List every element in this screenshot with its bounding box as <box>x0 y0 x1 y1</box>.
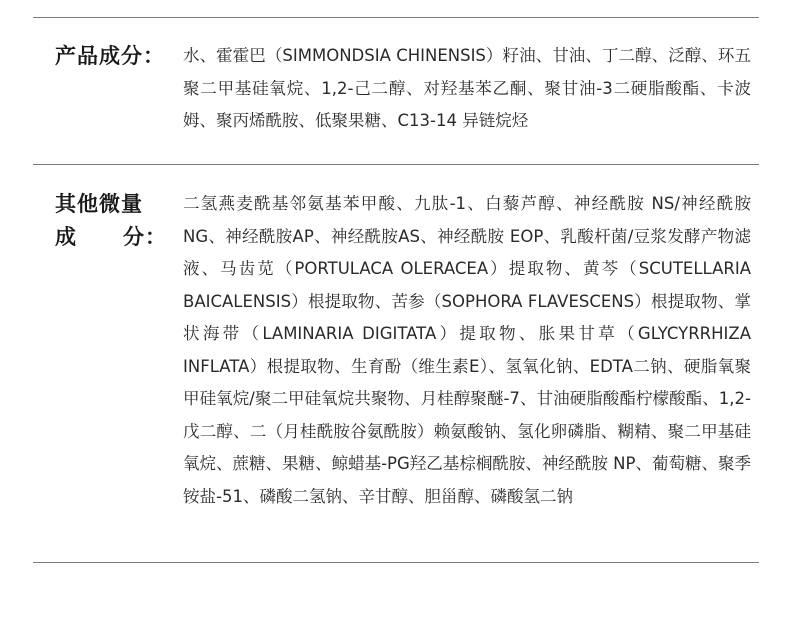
product-ingredients-text: 水、霍霍巴（SIMMONDSIA CHINENSIS）籽油、甘油、丁二醇、泛醇、环五聚二甲基硅氧烷、1,2-己二醇、对羟基苯乙酮、聚甘油-3二硬脂酸酯、卡波姆、聚丙烯酰胺、低聚果糖、C13-14 异链烷烃 <box>183 46 751 130</box>
middle-divider <box>33 164 759 165</box>
top-divider <box>33 17 759 18</box>
trace-ingredients-label <box>55 188 167 253</box>
product-ingredients-label-text: 产品成分： <box>55 44 165 68</box>
product-ingredients-label <box>55 40 165 73</box>
trace-ingredients-label-line2-a: 成 <box>55 224 77 249</box>
trace-ingredients-text: 二氢燕麦酰基邻氨基苯甲酸、九肽-1、白藜芦醇、神经酰胺 NS/神经酰胺NG、神经酰胺AP、神经酰胺AS、神经酰胺 EOP、乳酸杆菌/豆浆发酵产物滤液、马齿苋（PORTULACA OLERACEA）提取物、黄芩（SCUTELLARIA BAICALENSIS）根提取物、苦参（SOPHORA FLAVESCENS）根提取物、掌状海带（LAMINARIA DIGITATA）提取物、胀果甘草（GLYCYRRHIZA INFLATA）根提取物、生育酚（维生素E）、氢氧化钠、EDTA二钠、硬脂氧聚甲硅氧烷/聚二甲硅氧烷共聚物、月桂醇聚醚-7、甘油硬脂酸酯柠檬酸酯、1,2-戊二醇、二（月桂酰胺谷氨酰胺）赖氨酸钠、氢化卵磷脂、糊精、聚二甲基硅氧烷、蔗糖、果糖、鲸蜡基-PG羟乙基棕榈酰胺、神经酰胺 NP、葡萄糖、聚季铵盐-51、磷酸二氢钠、辛甘醇、胆甾醇、磷酸氢二钠 <box>183 194 751 506</box>
trace-ingredients-label-line2-b: 分： <box>123 224 167 249</box>
trace-ingredients-label-line2 <box>55 221 167 254</box>
bottom-divider <box>33 562 759 563</box>
trace-ingredients-label-line1: 其他微量 <box>55 192 143 216</box>
